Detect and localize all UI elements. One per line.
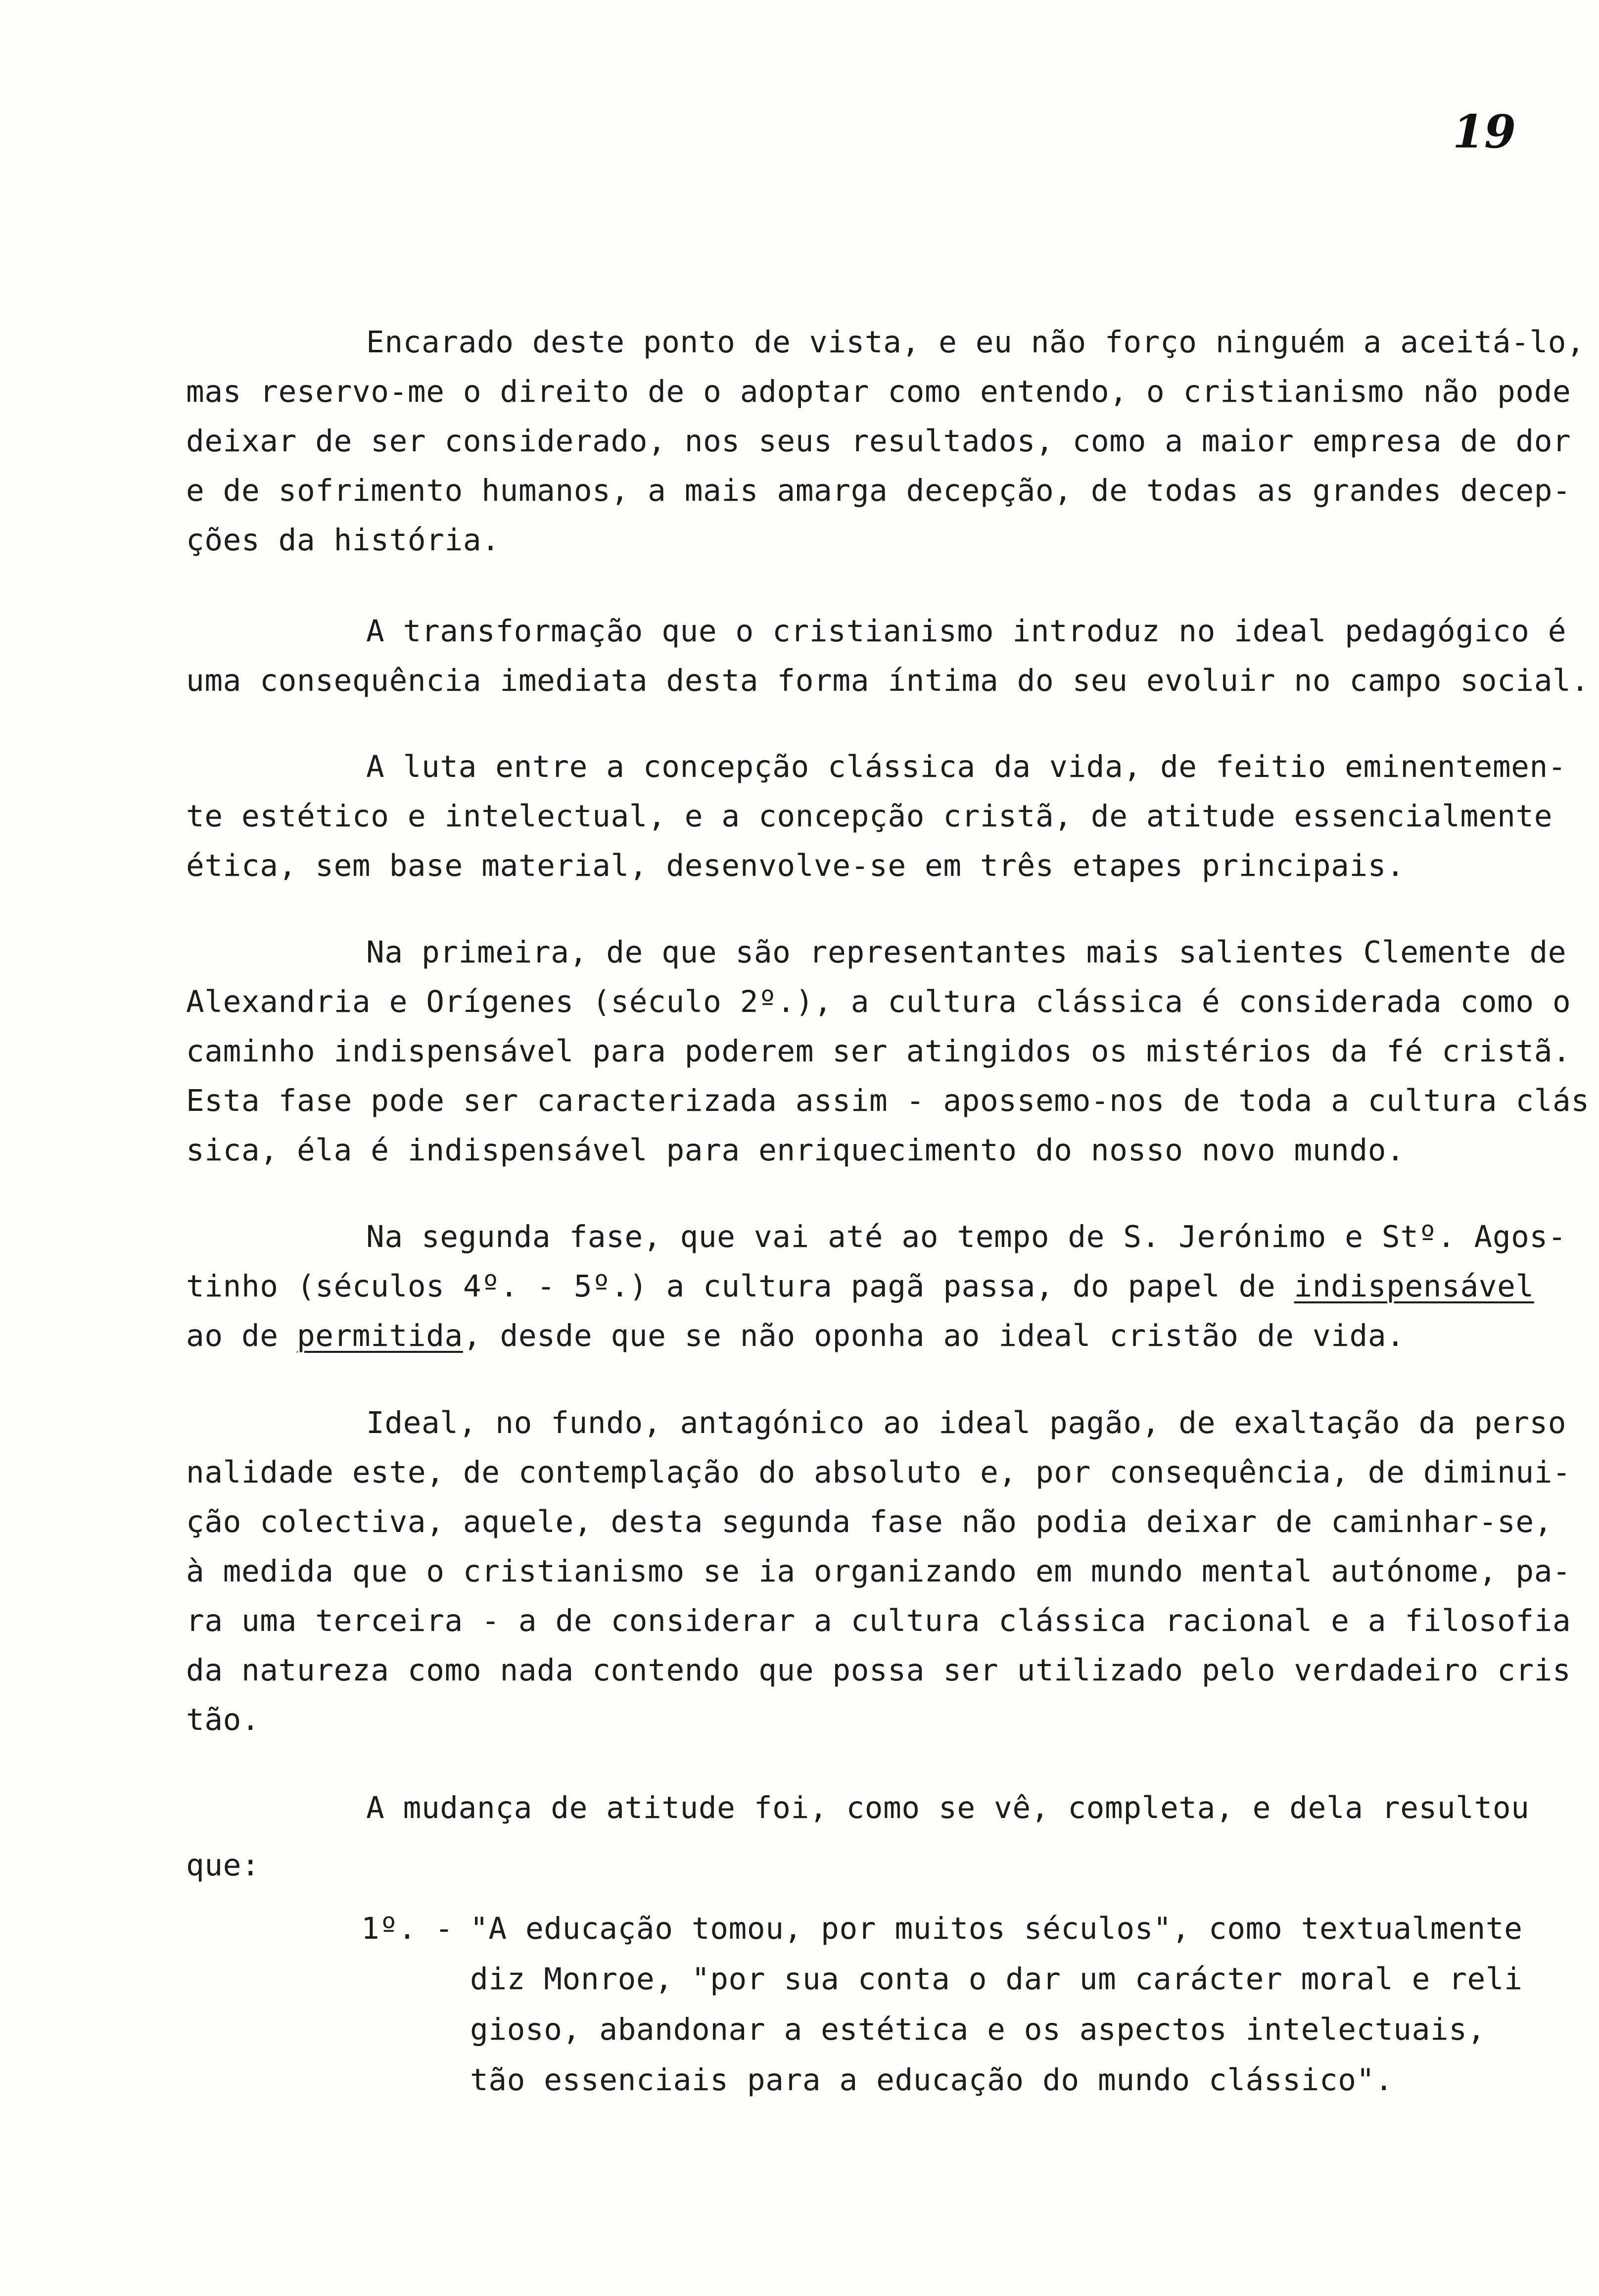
paragraph-7-line-1: A mudança de atitude foi, como se vê, completa, e dela resultou (366, 1790, 1530, 1825)
paragraph-4-line-3: caminho indispensável para poderem ser atingidos os mistérios da fé cristã. (186, 1034, 1571, 1069)
paragraph-5-line-3 (186, 1316, 1405, 1356)
paragraph-1-line-5: ções da história. (186, 523, 500, 558)
paragraph-6-line-3: ção colectiva, aquele, desta segunda fase não podia deixar de caminhar-se, (186, 1504, 1553, 1539)
page-number: 19 (1453, 105, 1516, 158)
paragraph-6-line-6: da natureza como nada contendo que possa ser utilizado pelo verdadeiro cris (186, 1653, 1571, 1688)
paragraph-3-line-1: A luta entre a concepção clássica da vida, de feitio eminentemen- (366, 749, 1567, 784)
paragraph-6-line-1: Ideal, no fundo, antagónico ao ideal pagão, de exaltação da perso (366, 1405, 1567, 1440)
paragraph-1-line-2: mas reservo-me o direito de o adoptar como entendo, o cristianismo não pode (186, 374, 1571, 409)
paragraph-6-line-5: ra uma terceira - a de considerar a cultura clássica racional e a filosofia (186, 1603, 1571, 1638)
list-item-1-line-3: gioso, abandonar a estética e os aspectos intelectuais, (470, 2012, 1486, 2047)
paragraph-5-line-3-text-a: ao de (186, 1318, 297, 1353)
paragraph-1-line-1: Encarado deste ponto de vista, e eu não forço ninguém a aceitá-lo, (366, 325, 1585, 360)
list-item-1-line-4: tão essenciais para a educação do mundo clássico". (470, 2062, 1394, 2098)
list-item-1-line-1: "A educação tomou, por muitos séculos", como textualmente (470, 1911, 1523, 1946)
underlined-term-permitida: permitida (296, 1318, 463, 1353)
paragraph-6-line-4: à medida que o cristianismo se ia organizando em mundo mental autónome, pa- (186, 1554, 1571, 1589)
paragraph-6-line-7: tão. (186, 1702, 260, 1737)
paragraph-3-line-3: ética, sem base material, desenvolve-se em três etapes principais. (186, 848, 1405, 883)
paragraph-6-line-2: nalidade este, de contemplação do absoluto e, por consequência, de diminui- (186, 1455, 1571, 1490)
paragraph-2-line-1: A transformação que o cristianismo introduz no ideal pedagógico é (366, 614, 1567, 649)
paragraph-4-line-2: Alexandria e Orígenes (século 2º.), a cultura clássica é considerada como o (186, 984, 1571, 1019)
paragraph-7-line-2: que: (186, 1848, 260, 1883)
paragraph-4-line-1: Na primeira, de que são representantes mais salientes Clemente de (366, 935, 1567, 970)
paragraph-3-line-2: te estético e intelectual, e a concepção cristã, de atitude essencialmente (186, 799, 1553, 834)
paragraph-5-line-2 (186, 1267, 1534, 1306)
paragraph-4-line-5: sica, éla é indispensável para enriquecimento do nosso novo mundo. (186, 1133, 1405, 1168)
paragraph-4-line-4: Esta fase pode ser caracterizada assim - apossemo-nos de toda a cultura clás (186, 1083, 1590, 1118)
underlined-term-indispensavel: indispensável (1294, 1269, 1534, 1304)
paragraph-2-line-2: uma consequência imediata desta forma íntima do seu evoluir no campo social. (186, 663, 1590, 698)
paragraph-5-line-1: Na segunda fase, que vai até ao tempo de S. Jerónimo e Stº. Agos- (366, 1219, 1567, 1254)
paragraph-1-line-3: deixar de ser considerado, nos seus resultados, como a maior empresa de dor (186, 424, 1571, 459)
list-item-1-marker: 1º. - (361, 1911, 454, 1946)
paragraph-5-line-2-text: tinho (séculos 4º. - 5º.) a cultura pagã passa, do papel de (186, 1269, 1294, 1304)
list-item-1-line-2: diz Monroe, "por sua conta o dar um carácter moral e reli (470, 1961, 1523, 1997)
paragraph-1-line-4: e de sofrimento humanos, a mais amarga decepção, de todas as grandes decep- (186, 473, 1571, 508)
paragraph-5-line-3-text-b: , desde que se não oponha ao ideal cristão de vida. (463, 1318, 1405, 1353)
